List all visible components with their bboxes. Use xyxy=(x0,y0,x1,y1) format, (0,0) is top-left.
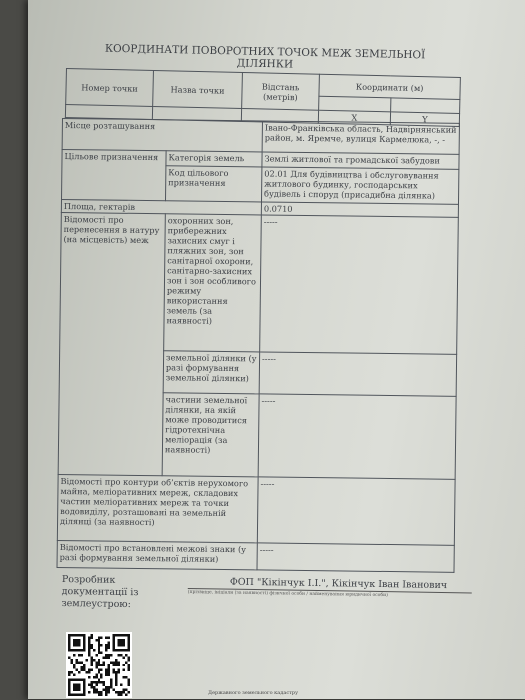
land-category-value: Землі житлової та громадської забудови xyxy=(262,152,459,169)
col-distance: Відстань (метрів) xyxy=(242,73,320,111)
location-value: Івано-Франківська область, Надвірнянський район, м. Яремче, вулиця Кармелюка, -, - xyxy=(262,121,459,154)
col-point-number: Номер точки xyxy=(66,69,154,107)
col-coordinates: Координати (м) xyxy=(319,74,460,99)
part-label: частини земельної ділянки, на якій може проводитися гідротехнічна меліорація (за наявності) xyxy=(162,392,259,476)
zones-label: охоронних зон, прибережних захисних смуг і пляжних зон, зон санітарної охорони, санітарно-захисних зон і зон особливого режиму використання земель (за наявності) xyxy=(164,214,262,352)
purpose-code-label: Код цільового призначення xyxy=(165,165,261,201)
signs-label: Відомості про встановлені межові знаки (у разі формування земельної ділянки) xyxy=(57,540,257,569)
col-y-spacer xyxy=(391,98,460,114)
purpose-code-value: 02.01 Для будівництва і обслуговування житлового будинку, господарських будівель і споруд (присадибна ділянка) xyxy=(261,167,458,205)
area-label: Площа, гектарів xyxy=(61,199,261,215)
parcel-info-table xyxy=(57,118,460,573)
signs-value: ----- xyxy=(257,543,454,572)
purpose-label: Цільове призначення xyxy=(62,150,167,201)
page-title: КООРДИНАТИ ПОВОРОТНИХ ТОЧОК МЕЖ ЗЕМЕЛЬНОЇ ДІЛЯНКИ xyxy=(104,42,426,71)
objects-value: ----- xyxy=(257,477,455,546)
developer-label: Розробник документації із землеустрою: xyxy=(61,574,139,611)
footer-text: Державного земельного кадастру xyxy=(208,690,299,696)
developer-block xyxy=(61,574,472,620)
area-value: 0.0710 xyxy=(261,202,458,218)
col-y: Y xyxy=(390,112,459,127)
qr-code-icon xyxy=(66,632,132,698)
location-label: Місце розташування xyxy=(62,119,262,153)
col-point-name: Назва точки xyxy=(153,70,243,108)
parcel-label: земельної ділянки (у разі формування земельної ділянки) xyxy=(163,351,259,394)
developer-hint: (прізвище, ініціали (за наявності) фізичної особи / найменування юридичної особи) xyxy=(187,589,388,599)
land-category-label: Категорія земель xyxy=(166,151,262,167)
developer-name: ФОП "Кікінчук І.І.", Кікінчук Іван Іванович xyxy=(229,576,448,592)
part-value: ----- xyxy=(258,394,456,479)
boundaries-label: Відомості про перенесення в натуру (на місцевість) меж xyxy=(58,213,165,476)
parcel-value: ----- xyxy=(259,352,456,396)
col-x: X xyxy=(318,110,390,125)
zones-value: ----- xyxy=(260,215,459,354)
objects-label: Відомості про контури об’єктів нерухомого майна, меліоративних мереж, складових частин меліоративних мереж та точки водовиділу, розташовані на земельній ділянці (за наявності) xyxy=(57,474,258,543)
